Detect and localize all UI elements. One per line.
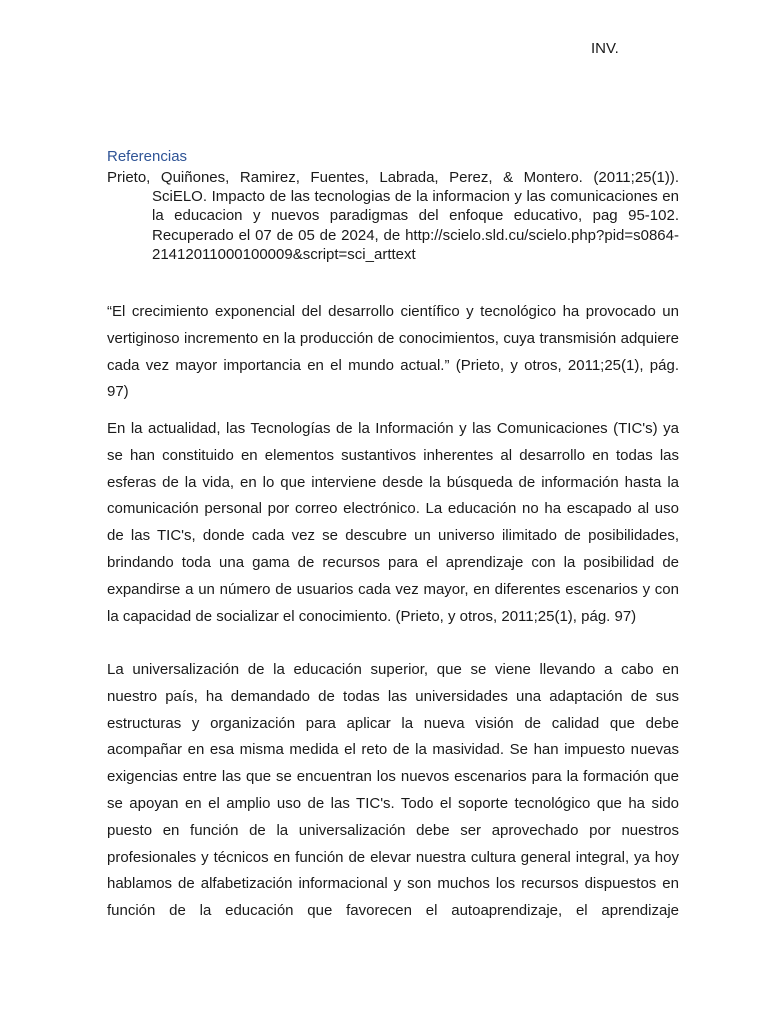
reference-entry: Prieto, Quiñones, Ramirez, Fuentes, Labrada, Perez, & Montero. (2011;25(1)). SciELO. Impacto de las tecnologias de la informacion y las comunicaciones en la educacion y nuevos paradigmas del enfoque educativo, pag 95-102. Recuperado el 07 de 05 de 2024, de http://scielo.sld.cu/scielo.php?pid=s0864-21412011000100009&script=sci_arttext xyxy=(107,169,679,263)
quote-paragraph: “El crecimiento exponencial del desarrollo científico y tecnológico ha provocado un vertiginoso incremento en la producción de conocimientos, cuya transmisión adquiere cada vez mayor importancia en el mundo actual.” (Prieto, y otros, 2011;25(1), pág. 97) xyxy=(107,303,679,401)
page-header-label: INV. xyxy=(591,40,619,57)
body-paragraph-universalizacion: La universalización de la educación superior, que se viene llevando a cabo en nuestro país, ha demandado de todas las universidades una adaptación de sus estructuras y organización para aplicar la nueva visión de calidad que debe acompañar en esa misma medida el reto de la masividad. Se han impuesto nuevas exigencias entre las que se encuentran los nuevos escenarios para la formación que se apoyan en el amplio uso de las TIC's. Todo el soporte tecnológico que ha sido puesto en función de la universalización debe ser aprovechado por nuestros profesionales y técnicos en función de elevar nuestra cultura general integral, ya hoy hablamos de alfabetización informacional y son muchos los recursos dispuestos en función de la educación que favorecen el autoaprendizaje, el aprendizaje xyxy=(107,661,679,920)
body-paragraph-tics: En la actualidad, las Tecnologías de la Información y las Comunicaciones (TIC's) ya se han constituido en elementos sustantivos inherentes al desarrollo en todas las esferas de la vida, en lo que interviene desde la búsqueda de información hasta la comunicación personal por correo electrónico. La educación no ha escapado al uso de las TIC's, donde cada vez se descubre un universo ilimitado de posibilidades, brindando toda una gama de recursos para el aprendizaje con la posibilidad de expandirse a un número de usuarios cada vez mayor, en diferentes escenarios y con la capacidad de socializar el conocimiento. (Prieto, y otros, 2011;25(1), pág. 97) xyxy=(107,420,679,625)
references-heading: Referencias xyxy=(107,148,188,165)
